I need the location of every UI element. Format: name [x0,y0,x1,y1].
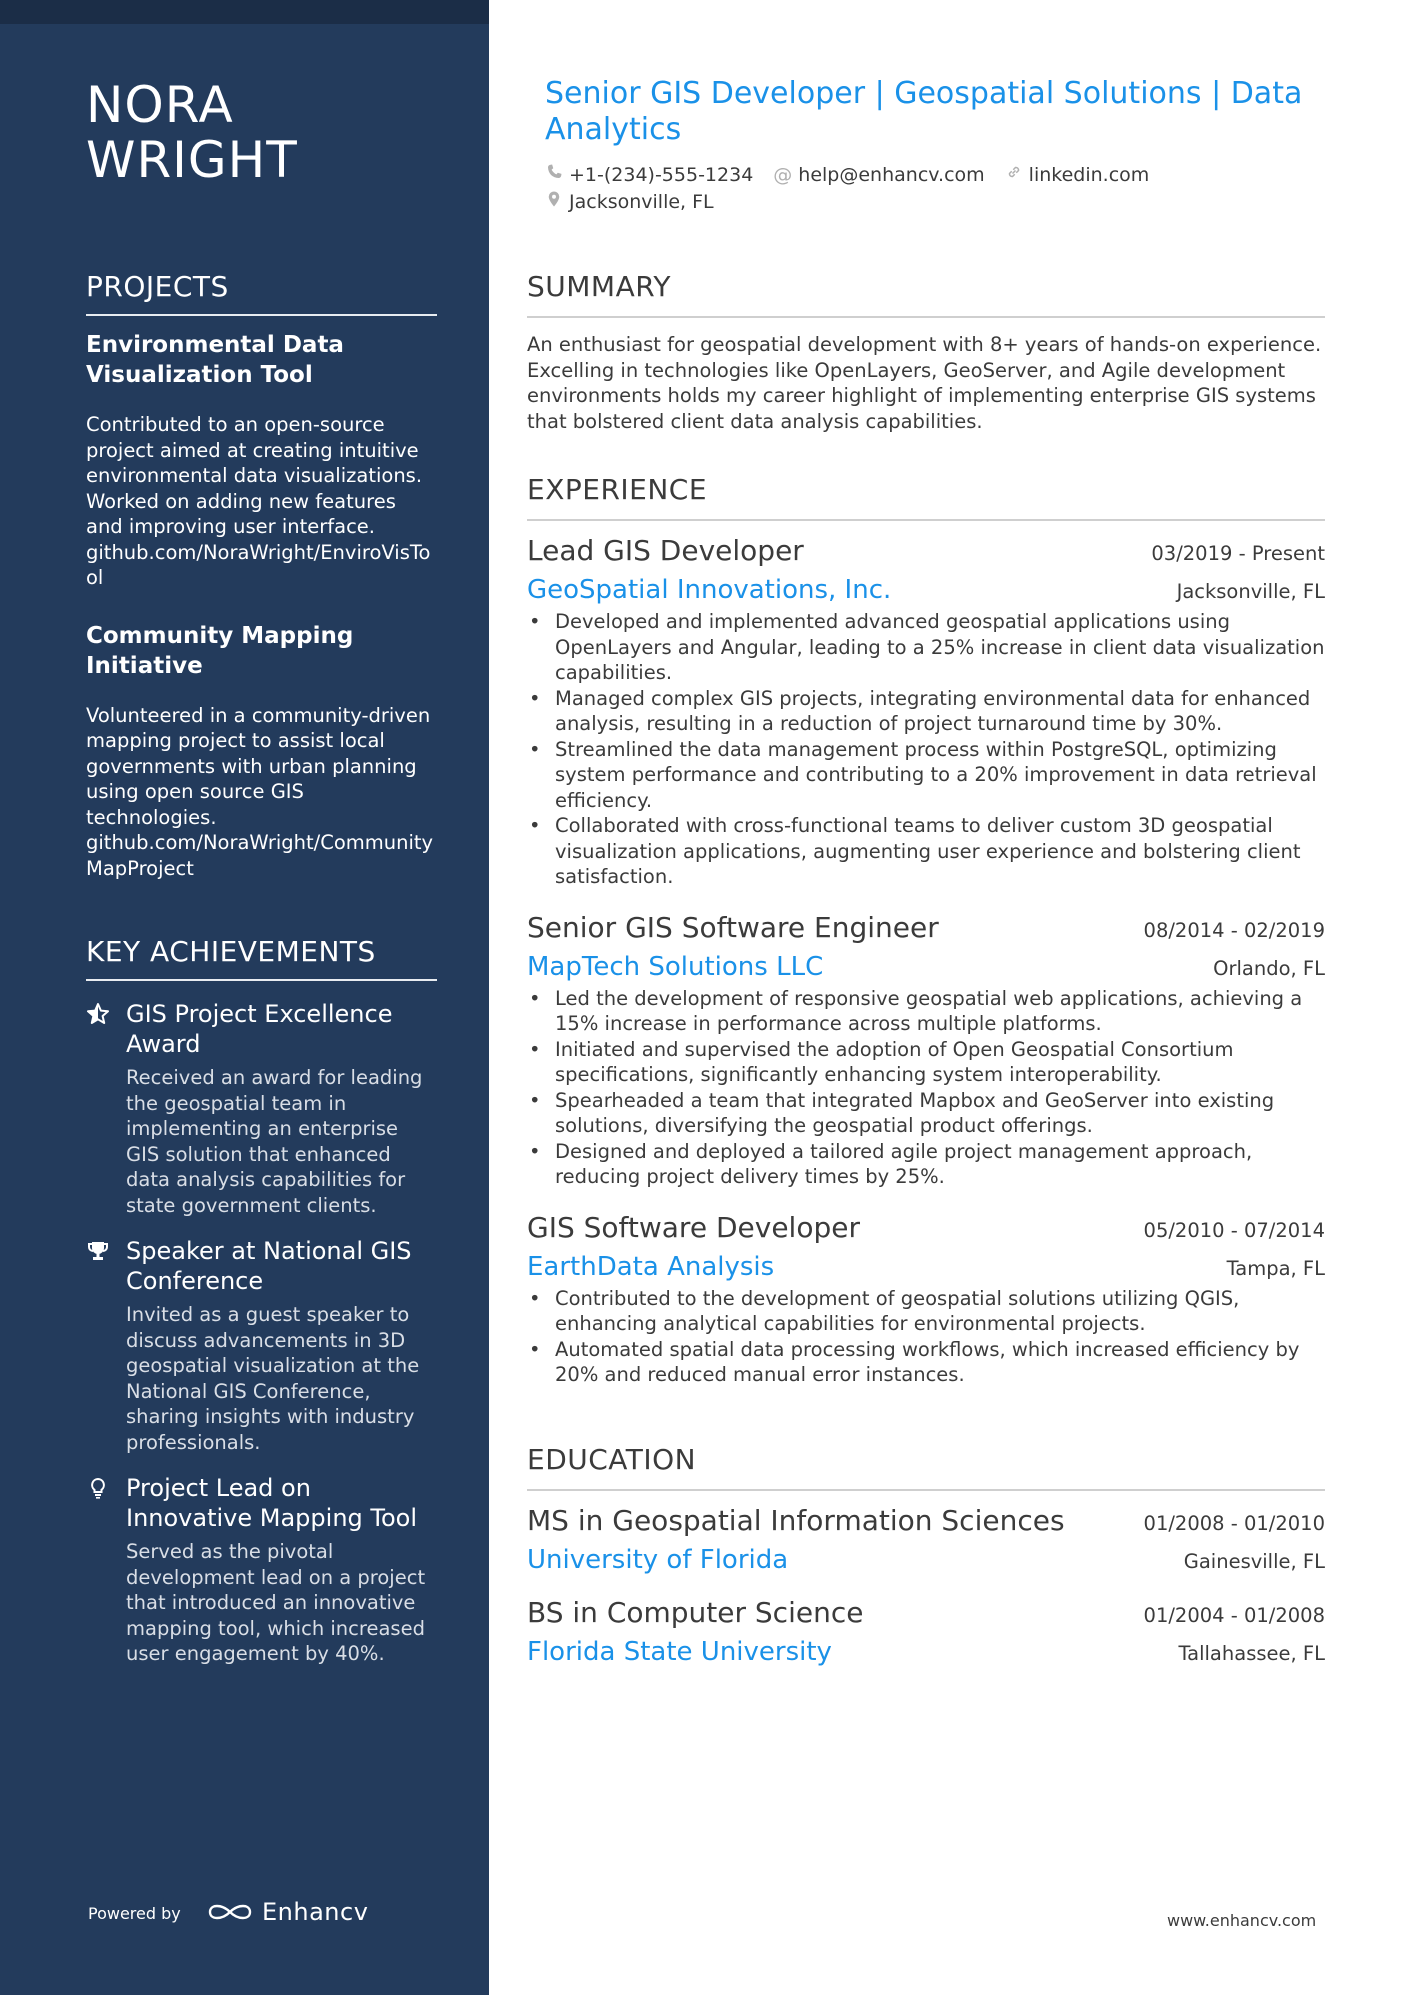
education-entry [527,1503,1325,1577]
achievement-title: GIS Project Excellence Award [126,1000,393,1058]
projects-section [86,270,437,881]
job-date: 03/2019 - Present [1151,542,1325,565]
enhancv-logo-icon [206,1899,254,1925]
job-company[interactable]: MapTech Solutions LLC [527,951,824,982]
school-name[interactable]: University of Florida [527,1545,789,1575]
summary-text: An enthusiast for geospatial development with 8+ years of hands-on experience. Excelling in technologies like OpenLayers, GeoServer, and Agile development environments holds my career highlight of implementing enterprise GIS systems that bolstered client data analysis capabilities. [527,333,1322,433]
job-entry [527,533,1325,890]
job-bullets [527,1286,1325,1388]
star-half-icon [86,1002,110,1026]
job-title: Senior GIS Software Engineer [527,910,939,944]
trophy-icon [86,1239,110,1263]
job-bullet: • Managed complex GIS projects, integrating environmental data for enhanced analysis, resulting in a reduction of project turnaround time by 30%. [527,686,1325,737]
project-description [86,703,437,882]
job-bullets [527,986,1325,1190]
education-date: 01/2004 - 01/2008 [1143,1604,1325,1627]
contact-info [545,162,1305,216]
enhancv-logo[interactable] [206,1898,368,1926]
summary-section [527,270,1325,434]
phone-number: +1-(234)-555-1234 [569,164,754,186]
education-heading: EDUCATION [527,1443,1325,1491]
job-bullets [527,609,1325,890]
education-school-row [527,1631,1325,1669]
project-item [86,621,437,882]
job-title: Lead GIS Developer [527,534,804,567]
job-company-row [527,569,1325,607]
phone-contact[interactable] [545,162,753,189]
job-bullet: • Spearheaded a team that integrated Mapbox and GeoServer into existing solutions, diversifying the geospatial product offerings. [527,1088,1325,1139]
achievement-item [86,1236,437,1455]
job-date: 08/2014 - 02/2019 [1143,918,1325,942]
education-location: Tallahassee, FL [1178,1642,1325,1665]
location-contact [545,189,714,216]
projects-heading: PROJECTS [86,270,437,316]
job-header-row [527,1210,1325,1246]
project-title: Environmental Data Visualization Tool [86,332,344,388]
job-company[interactable]: EarthData Analysis [527,1251,775,1282]
project-title: Community Mapping Initiative [86,622,354,679]
degree-title: MS in Geospatial Information Sciences [527,1504,1065,1537]
education-school-row [527,1539,1325,1577]
powered-by-label: Powered by [88,1904,181,1923]
experience-section [527,473,1325,1388]
job-title: GIS Software Developer [527,1210,860,1244]
job-location: Jacksonville, FL [1176,580,1325,603]
headline: Senior GIS Developer | Geospatial Solutions | Data Analytics [545,76,1303,147]
project-link[interactable]: github.com/NoraWright/EnviroVisTool [86,540,431,589]
job-location: Tampa, FL [1226,1256,1325,1280]
lightbulb-icon [86,1476,110,1500]
education-date: 01/2008 - 01/2010 [1143,1512,1325,1535]
contact-row [545,189,1305,216]
education-location: Gainesville, FL [1183,1550,1325,1573]
job-bullet: • Contributed to the development of geospatial solutions utilizing QGIS, enhancing analytical capabilities for environmental projects. [527,1286,1325,1337]
achievements-heading: KEY ACHIEVEMENTS [86,935,437,981]
phone-icon [545,162,563,189]
summary-heading: SUMMARY [527,270,1325,318]
achievement-description: Invited as a guest speaker to discuss advancements in 3D geospatial visualization at the National GIS Conference, sharing insights with industry professionals. [126,1303,420,1454]
job-entry [527,910,1325,1190]
achievements-section [86,935,437,1667]
job-bullet: • Led the development of responsive geospatial web applications, achieving a 15% increase in performance across multiple platforms. [527,986,1325,1037]
degree-title: BS in Computer Science [527,1596,864,1629]
education-entry [527,1595,1325,1669]
job-company-row [527,1246,1325,1284]
job-company[interactable]: GeoSpatial Innovations, Inc. [527,575,892,605]
at-sign-icon: @ [773,164,793,186]
achievement-item [86,999,437,1218]
location-pin-icon [545,189,563,216]
experience-heading: EXPERIENCE [527,473,1325,521]
achievement-title: Project Lead on Innovative Mapping Tool [126,1474,418,1532]
project-desc-text: Volunteered in a community-driven mapping project to assist local governments with urban planning using open source GIS technologies. [86,703,431,829]
footer-url[interactable]: www.enhancv.com [1167,1911,1317,1930]
sidebar [0,0,489,1995]
job-date: 05/2010 - 07/2014 [1143,1218,1325,1242]
link-icon [1005,162,1023,189]
education-header-row [527,1595,1325,1631]
job-bullet: • Automated spatial data processing workflows, which increased efficiency by 20% and reduced manual error instances. [527,1337,1325,1388]
name-last: WRIGHT [86,131,298,189]
name-first: NORA [86,76,234,134]
project-link[interactable]: github.com/NoraWright/CommunityMapProject [86,831,434,880]
achievement-description: Received an award for leading the geospatial team in implementing an enterprise GIS solution that enhanced data analysis capabilities for state government clients. [126,1066,423,1217]
project-desc-text: Contributed to an open-source project aimed at creating intuitive environmental data visualizations. Worked on adding new features and improving user interface. [86,413,423,538]
achievement-item [86,1473,437,1667]
education-header-row [527,1503,1325,1539]
sidebar-top-bar [0,0,489,24]
school-name[interactable]: Florida State University [527,1637,832,1667]
linkedin-url: linkedin.com [1028,164,1150,186]
job-bullet: • Collaborated with cross-functional teams to deliver custom 3D geospatial visualization applications, augmenting user experience and bolstering client satisfaction. [527,813,1325,890]
job-bullet: • Designed and deployed a tailored agile project management approach, reducing project delivery times by 25%. [527,1139,1325,1190]
candidate-name [86,78,298,188]
job-entry [527,1210,1325,1388]
job-bullet: • Developed and implemented advanced geospatial applications using OpenLayers and Angular, leading to a 25% increase in client data visualization capabilities. [527,609,1325,686]
job-bullet: • Initiated and supervised the adoption of Open Geospatial Consortium specifications, significantly enhancing system interoperability. [527,1037,1325,1088]
education-section [527,1443,1325,1669]
project-item [86,330,437,591]
contact-row [545,162,1305,189]
achievement-title: Speaker at National GIS Conference [126,1237,412,1295]
location-text: Jacksonville, FL [569,191,714,213]
job-header-row [527,910,1325,946]
achievement-description: Served as the pivotal development lead on a project that introduced an innovative mapping tool, which increased user engagement by 40%. [126,1540,426,1665]
job-header-row [527,533,1325,569]
job-location: Orlando, FL [1213,956,1325,980]
email-address: help@enhancv.com [798,164,985,186]
enhancv-brand: Enhancv [262,1898,369,1926]
project-description [86,412,437,591]
job-company-row [527,946,1325,984]
job-bullet: • Streamlined the data management process within PostgreSQL, optimizing system performance and contributing to a 20% improvement in data retrieval efficiency. [527,737,1325,814]
email-contact[interactable] [773,162,984,189]
linkedin-contact[interactable] [1005,162,1150,189]
